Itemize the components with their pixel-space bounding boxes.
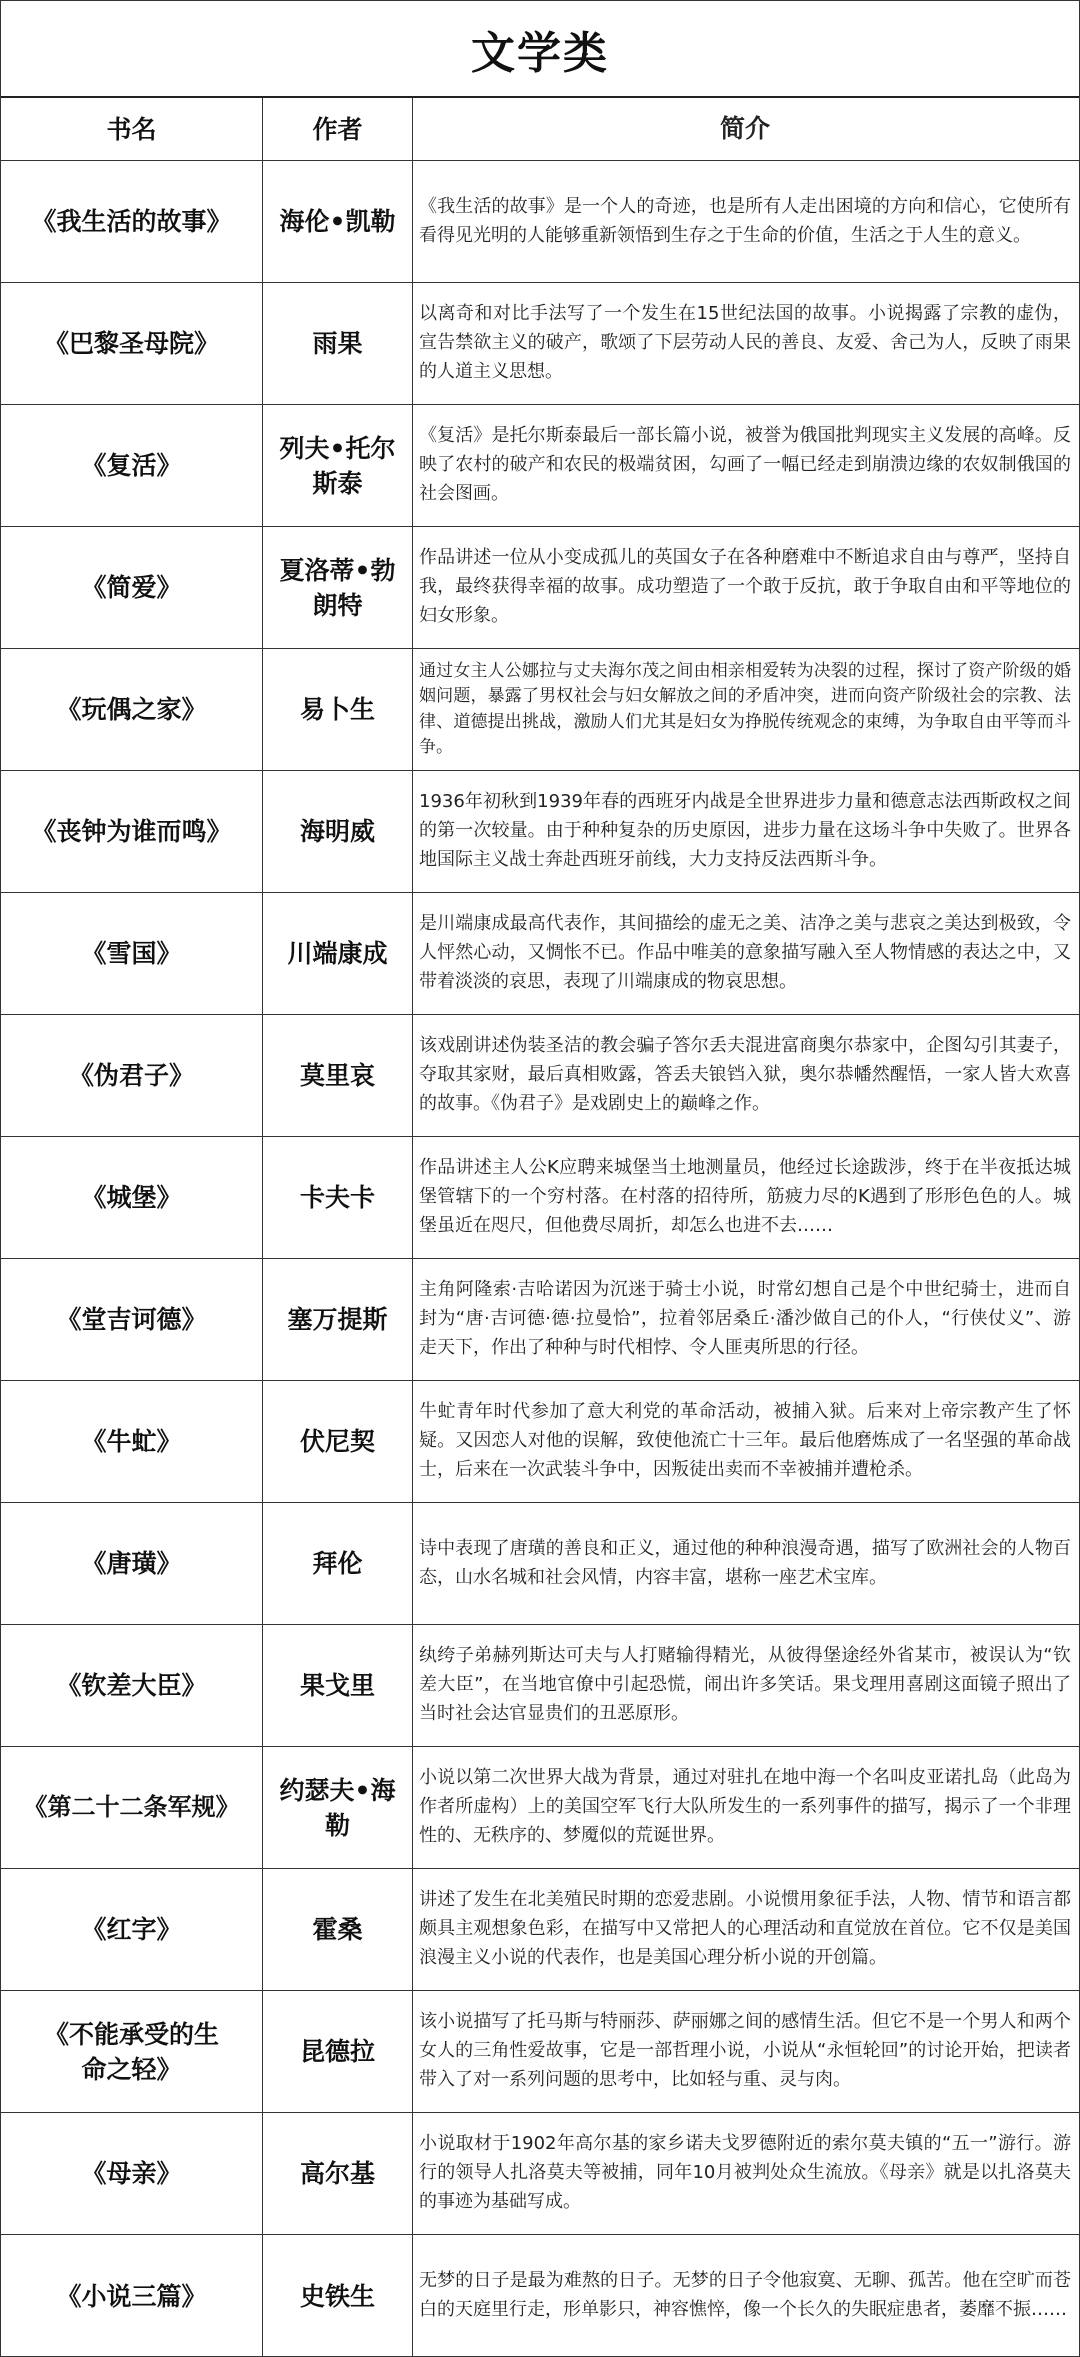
book-title: 《简爱》 (1, 527, 263, 648)
author-name: 海明威 (263, 771, 413, 892)
header-book: 书名 (1, 98, 263, 160)
author-name: 列夫•托尔斯泰 (263, 405, 413, 526)
table-row (1, 1503, 1079, 1625)
table-header (1, 98, 1079, 161)
book-title: 《小说三篇》 (1, 2235, 263, 2357)
book-title: 《母亲》 (1, 2113, 263, 2234)
book-title: 《城堡》 (1, 1137, 263, 1258)
book-title: 《不能承受的生命之轻》 (1, 1991, 263, 2112)
book-intro: 《我生活的故事》是一个人的奇迹，也是所有人走出困境的方向和信心，它使所有看得见光明的人能够重新领悟到生存之于生命的价值，生活之于人生的意义。 (419, 195, 1071, 246)
book-intro: 通过女主人公娜拉与丈夫海尔茂之间由相亲相爱转为决裂的过程，探讨了资产阶级的婚姻问题，暴露了男权社会与妇女解放之间的矛盾冲突，进而向资产阶级社会的宗教、法律、道德提出挑战，激励人们尤其是妇女为挣脱传统观念的束缚，为争取自由平等而斗争。 (419, 660, 1071, 757)
author-name: 昆德拉 (263, 1991, 413, 2112)
author-name: 高尔基 (263, 2113, 413, 2234)
table-row (1, 893, 1079, 1015)
author-name: 川端康成 (263, 893, 413, 1014)
table-row (1, 1991, 1079, 2113)
header-intro: 简介 (719, 114, 770, 143)
table-row (1, 1747, 1079, 1869)
book-intro: 1936年初秋到1939年春的西班牙内战是全世界进步力量和德意志法西斯政权之间的第一次较量。由于种种复杂的历史原因，进步力量在这场斗争中失败了。世界各地国际主义战士奔赴西班牙前线，大力支持反法西斯斗争。 (419, 791, 1071, 870)
book-title: 《红字》 (1, 1869, 263, 1990)
book-title: 《唐璜》 (1, 1503, 263, 1624)
author-name: 史铁生 (263, 2235, 413, 2357)
table-row (1, 161, 1079, 283)
book-intro: 是川端康成最高代表作，其间描绘的虚无之美、洁净之美与悲哀之美达到极致，令人怦然心动，又惆怅不已。作品中唯美的意象描写融入至人物情感的表达之中，又带着淡淡的哀思，表现了川端康成的物哀思想。 (419, 913, 1071, 992)
book-intro: 以离奇和对比手法写了一个发生在15世纪法国的故事。小说揭露了宗教的虚伪，宣告禁欲主义的破产，歌颂了下层劳动人民的善良、友爱、舍己为人，反映了雨果的人道主义思想。 (419, 303, 1071, 382)
table-row (1, 1259, 1079, 1381)
book-title: 《伪君子》 (1, 1015, 263, 1136)
book-intro: 小说取材于1902年高尔基的家乡诺夫戈罗德附近的索尔莫夫镇的“五一”游行。游行的领导人扎洛莫夫等被捕，同年10月被判处众生流放。《母亲》就是以扎洛莫夫的事迹为基础写成。 (419, 2133, 1071, 2212)
book-intro: 牛虻青年时代参加了意大利党的革命活动，被捕入狱。后来对上帝宗教产生了怀疑。又因恋人对他的误解，致使他流亡十三年。最后他磨炼成了一名坚强的革命战士，后来在一次武装斗争中，因叛徒出卖而不幸被捕并遭枪杀。 (419, 1401, 1071, 1480)
book-title: 《雪国》 (1, 893, 263, 1014)
table-row (1, 1381, 1079, 1503)
book-intro: 《复活》是托尔斯泰最后一部长篇小说，被誉为俄国批判现实主义发展的高峰。反映了农村的破产和农民的极端贫困，勾画了一幅已经走到崩溃边缘的农奴制俄国的社会图画。 (419, 425, 1071, 504)
book-intro: 纨绔子弟赫列斯达可夫与人打赌输得精光，从彼得堡途经外省某市，被误认为“钦差大臣”，在当地官僚中引起恐慌，闹出许多笑话。果戈理用喜剧这面镜子照出了当时社会达官显贵们的丑恶原形。 (419, 1645, 1071, 1724)
table-row (1, 1015, 1079, 1137)
book-title: 《玩偶之家》 (1, 649, 263, 770)
author-name: 雨果 (263, 283, 413, 404)
table-row (1, 649, 1079, 771)
author-name: 夏洛蒂•勃朗特 (263, 527, 413, 648)
book-title: 《巴黎圣母院》 (1, 283, 263, 404)
book-title: 《钦差大臣》 (1, 1625, 263, 1746)
table-row (1, 1137, 1079, 1259)
author-name: 塞万提斯 (263, 1259, 413, 1380)
author-name: 果戈里 (263, 1625, 413, 1746)
page-title: 文学类 (1, 1, 1079, 98)
book-title: 《第二十二条军规》 (1, 1747, 263, 1868)
book-intro: 小说以第二次世界大战为背景，通过对驻扎在地中海一个名叫皮亚诺扎岛（此岛为作者所虚构）上的美国空军飞行大队所发生的一系列事件的描写，揭示了一个非理性的、无秩序的、梦魇似的荒诞世界。 (419, 1767, 1071, 1846)
header-author: 作者 (263, 98, 413, 160)
book-intro: 无梦的日子是最为难熬的日子。无梦的日子令他寂寞、无聊、孤苦。他在空旷而苍白的天庭里行走，形单影只，神容憔悴，像一个长久的失眠症患者，萎靡不振…… (419, 2270, 1071, 2320)
table-row (1, 771, 1079, 893)
book-intro: 该小说描写了托马斯与特丽莎、萨丽娜之间的感情生活。但它不是一个男人和两个女人的三角性爱故事，它是一部哲理小说，小说从“永恒轮回”的讨论开始，把读者带入了对一系列问题的思考中，比如轻与重、灵与肉。 (419, 2011, 1071, 2090)
table-row (1, 2113, 1079, 2235)
book-title: 《堂吉诃德》 (1, 1259, 263, 1380)
table-row (1, 527, 1079, 649)
book-intro: 作品讲述一位从小变成孤儿的英国女子在各种磨难中不断追求自由与尊严，坚持自我，最终获得幸福的故事。成功塑造了一个敢于反抗，敢于争取自由和平等地位的妇女形象。 (419, 547, 1071, 626)
book-title: 《丧钟为谁而鸣》 (1, 771, 263, 892)
book-intro: 讲述了发生在北美殖民时期的恋爱悲剧。小说惯用象征手法，人物、情节和语言都颇具主观想象色彩，在描写中又常把人的心理活动和直觉放在首位。它不仅是美国浪漫主义小说的代表作，也是美国心理分析小说的开创篇。 (419, 1889, 1071, 1968)
table-row (1, 283, 1079, 405)
table-row (1, 2235, 1079, 2357)
book-title: 《牛虻》 (1, 1381, 263, 1502)
author-name: 拜伦 (263, 1503, 413, 1624)
book-intro: 该戏剧讲述伪装圣洁的教会骗子答尔丢夫混进富商奥尔恭家中，企图勾引其妻子，夺取其家财，最后真相败露，答丢夫锒铛入狱，奥尔恭幡然醒悟，一家人皆大欢喜的故事。《伪君子》是戏剧史上的巅峰之作。 (419, 1035, 1071, 1114)
author-name: 卡夫卡 (263, 1137, 413, 1258)
author-name: 海伦•凯勒 (263, 161, 413, 282)
book-intro: 诗中表现了唐璜的善良和正义，通过他的种种浪漫奇遇，描写了欧洲社会的人物百态，山水名城和社会风情，内容丰富，堪称一座艺术宝库。 (419, 1537, 1071, 1588)
book-intro: 主角阿隆索·吉哈诺因为沉迷于骑士小说，时常幻想自己是个中世纪骑士，进而自封为“唐·吉诃德·德·拉曼恰”，拉着邻居桑丘·潘沙做自己的仆人，“行侠仗义”、游走天下，作出了种种与时代相悖、令人匪夷所思的行径。 (419, 1279, 1071, 1358)
book-intro: 作品讲述主人公K应聘来城堡当土地测量员，他经过长途跋涉，终于在半夜抵达城堡管辖下的一个穷村落。在村落的招待所，筋疲力尽的K遇到了形形色色的人。城堡虽近在咫尺，但他费尽周折，却怎么也进不去…… (419, 1157, 1071, 1236)
author-name: 约瑟夫•海勒 (263, 1747, 413, 1868)
author-name: 易卜生 (263, 649, 413, 770)
author-name: 伏尼契 (263, 1381, 413, 1502)
table-row (1, 1869, 1079, 1991)
table-row (1, 1625, 1079, 1747)
author-name: 莫里哀 (263, 1015, 413, 1136)
table-row (1, 405, 1079, 527)
book-title: 《我生活的故事》 (1, 161, 263, 282)
author-name: 霍桑 (263, 1869, 413, 1990)
book-title: 《复活》 (1, 405, 263, 526)
